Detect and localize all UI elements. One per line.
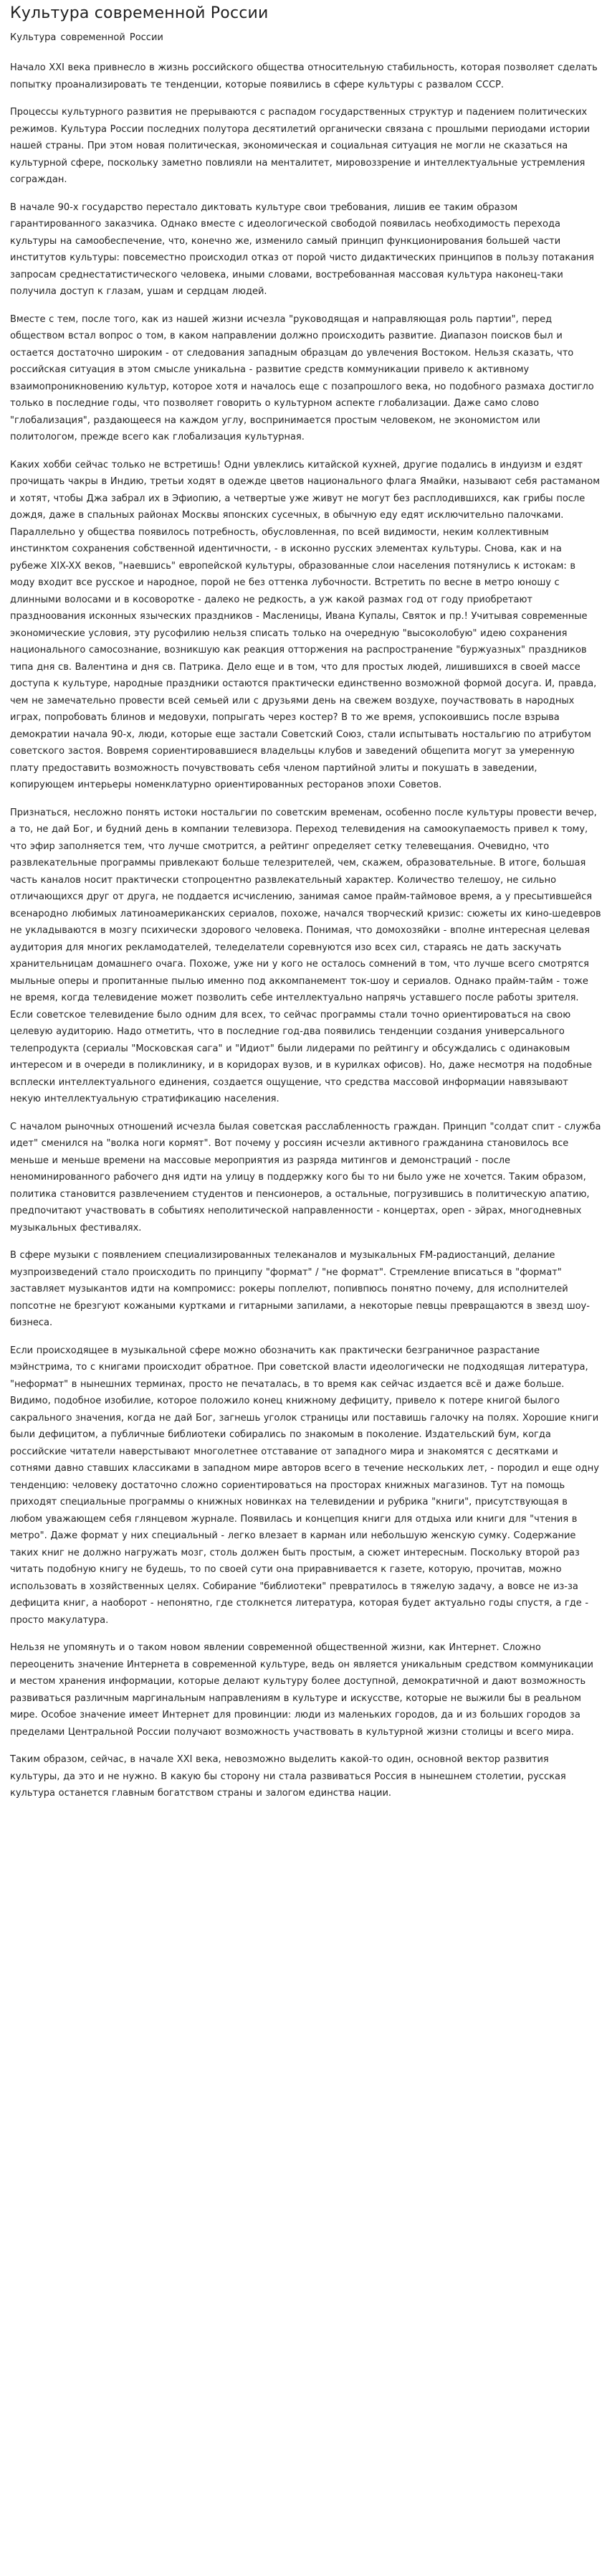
article-paragraph: Признаться, несложно понять истоки ностальгии по советским временам, особенно после культуры провести вечер, а то, не дай Бог, и будний день в компании телевизора. Переход телевидения на самоокупаемость привел к тому, что эфир заполняется тем, что лучше смотрится, а рейтинг определяет сетку телевещания. Очевидно, что развлекательные программы привлекают больше телезрителей, чем, скажем, образовательные. В итоге, большая часть каналов носит практически стопроцентно развлекательный характер. Количество телешоу, не сильно отличающихся друг от друга, не поддается исчислению, занимая самое прайм-таймовое время, а у пресытившейся всенародно любимых латиноамериканских сериалов, похоже, начался творческий кризис: сюжеты их кино-шедевров не укладываются в мозгу психически здорового человека. Понимая, что домохозяйки - вполне интересная целевая аудитория для многих рекламодателей, теледелатели соревнуются изо всех сил, стараясь не дать заскучать хранительницам домашнего очага. Похоже, уже ни у кого не осталось сомнений в том, что лучше всего смотрятся мыльные оперы и пропитанные пылью именно под аккомпанемент ток-шоу и сериалов. Однако прайм-тайм - тоже не время, когда телевидение может позволить себе интеллектуально напрячь уставшего после работы зрителя. Если советское телевидение было одним для всех, то сейчас программы стали точно ориентироваться на свою целевую аудиторию. Надо отметить, что в последние год-два появились тенденции создания универсального телепродукта (сериалы "Московская сага" и "Идиот" были лидерами по рейтингу и обсуждались с одинаковым интересом и в очереди в поликлинику, и в коридорах вузов, и в курилках офисов). Но, даже несмотря на подобные всплески интеллектуального единения, создается ощущение, что средства массовой информации навязывают некую интеллектуальную стратификацию населения. [10,807,601,1104]
article-paragraph: В сфере музыки с появлением специализированных телеканалов и музыкальных FM-радиостанций, делание музпроизведений стало происходить по принципу "формат" / "не формат". Стремление вписаться в "формат" заставляет музыкантов идти на компромисс: рокеры поплелют, попивпюсь понятно почему, для исполнителей попсотне не брезгуют кожаными куртками и гитарными запилами, а некоторые певцы превращаются в звезд шоу-бизнеса. [10,1250,590,1328]
article-paragraph: Начало XXI века привнесло в жизнь российского общества относительную стабильность, которая позволяет сделать попытку проанализировать те тенденции, которые появились в сфере культуры с развалом СССР. [10,62,598,90]
article-paragraph: С началом рыночных отношений исчезла былая советская расслабленность граждан. Принцип "солдат спит - служба идет" сменился на "волка ноги кормят". Вот почему у россиян исчезли активного гражданина становилось все меньше и меньше времени на массовые мероприятия из разряда митингов и демонстраций - после неноминированного рабочего дня идти на улицу в поддержку кого бы то ни было уже не хочется. Таким образом, политика становится развлечением студентов и пенсионеров, а остальные, погрузившись в политическую апатию, предпочитают участвовать в событиях неполитической направленности - концертах, open - эйрах, многодневных музыкальных фестивалях. [10,1121,601,1233]
article-paragraph: Нельзя не упомянуть и о таком новом явлении современной общественной жизни, как Интернет. Сложно переоценить значение Интернета в современной культуре, ведь он является уникальным средством коммуникации и местом хранения информации, которые делают культуру более доступной, демократичной и дают возможность развиваться различным маргинальным направлениям в культуре и искусстве, которые не выжили бы в реальном мире. Особое значение имеет Интернет для провинции: люди из маленьких городов, да и из больших городов за пределами Центральной России получают возможность участвовать в культурной жизни столицы и всего мира. [10,1642,593,1738]
article-paragraph: Таким образом, сейчас, в начале XXI века, невозможно выделить какой-то один, основной вектор развития культуры, да это и не нужно. В какую бы сторону ни стала развиваться Россия в нынешнем столетии, русская культура останется главным богатством страны и залогом единства нации. [10,1754,566,1799]
article-paragraph: Каких хобби сейчас только не встретишь! Одни увлеклись китайской кухней, другие подались в индуизм и ездят прочищать чакры в Индию, третьи ходят в одежде цветов национального флага Ямайки, называют себя растаманом и хотят, чтобы Джа забрал их в Эфиопию, а четвертые уже живут не могут без расплодившихся, как грибы после дождя, даже в спальных районах Москвы японских сусечных, в обычную еду едят исключительно палочками. Параллельно у общества появилось потребность, обусловленная, по всей видимости, неким коллективным инстинктом сохранения собственной идентичности, - в исконно русских элементах культуры. Снова, как и на рубеже XIX-XX веков, "наевшись" европейской культуры, образованные слои населения потянулись к истокам: в моду входит все русское и народное, порой не без оттенка лубочности. Встретить по весне в метро юношу с длинными волосами и в косоворотке - далеко не редкость, а уж какой размах год от году приобретают праздноования исконных языческих праздников - Масленицы, Ивана Купалы, Святок и пр.! Учитывая современные экономические условия, эту русофилию нельзя списать только на очередную "высоколобую" идею сохранения национального самосознание, возникшую как реакция отторжения на распространение "буржуазных" праздников типа дня св. Валентина и дня св. Патрика. Дело еще и в том, что для простых людей, лишившихся в своей массе доступа к культуре, народные праздники остаются практически единственно возможной формой досуга. И, правда, чем не замечательно провести всей семьей или с друзьями день на свежем воздухе, поучаствовать в народных играх, попробовать блинов и медовухи, попрыгать через костер? В то же время, успокоившись после взрыва демократии начала 90-х, люди, которые еще застали Советский Союз, стали испытывать ностальгию по атрибутом советского застоя. Вовремя сориентировавшиеся владельцы клубов и заведений общепита могут за умеренную плату предоставить возможность почувствовать себя членом партийной элиты и покушать в заведении, копирующем интерьеры номенклатурно ориентированных ресторанов эпохи Советов. [10,459,601,790]
page-title: Культура современной России [10,4,269,22]
article-paragraph: Вместе с тем, после того, как из нашей жизни исчезла "руководящая и направляющая роль партии", перед обществом встал вопрос о том, в каком направлении должно происходить развитие. Диапазон поисков был и остается достаточно широким - от следования западным образцам до увлечения Востоком. Нельзя сказать, что российская ситуация в этом смысле уникальна - развитие средств коммуникации привело к активному взаимопроникновению культур, которое хотя и началось еще с позапрошлого века, но подобного размаха достигло только в последние годы, что позволяет говорить о культурном аспекте глобализации. Даже само слово "глобализация", раздающееся на каждом углу, воспринимается простым человеком, не экономистом или политологом, прежде всего как глобализация культурная. [10,313,594,442]
article-paragraph: Процессы культурного развития не прерываются с распадом государственных структур и падением политических режимов. Культура России последних полутора десятилетий органически связана с прошлыми периодами истории нашей страны. При этом новая политическая, экономическая и социальная ситуация не могли не сказаться на культурной сфере, поскольку заметно повлияли на менталитет, мировоззрение и интеллектуальные устремления сограждан. [10,107,591,185]
article-paragraph: Если происходящее в музыкальной сфере можно обозначить как практически безграничное разрастание мэйнстрима, то с книгами происходит обратное. При советской власти идеологически не подходящая литература, "неформат" в нынешних терминах, просто не печаталась, в то время как сейчас издается всё и даже больше. Видимо, подобное изобилие, которое положило конец книжному дефициту, привело к потере книгой былого сакрального значения, когда не дай Бог, загнешь уголок страницы или поставишь галочку на полях. Хорошие книги были дефицитом, а публичные библиотеки собирались по знакомым в поколение. Издательский бум, когда российские читатели наверстывают многолетнее отставание от западного мира и знакомятся с десятками и сотнями давно ставших классиками в западном мире авторов всего в течение нескольких лет, - породил и еще одну тенденцию: человеку достаточно сложно сориентироваться на просторах книжных магазинов. Тут на помощь приходят специальные программы о книжных новинках на телевидении и рубрика "книги", присутствующая в любом уважающем себя глянцевом журнале. Появилась и концепция книги для отдыха или книги для "чтения в метро". Даже формат у них специальный - легко влезает в карман или небольшую женскую сумку. Содержание таких книг не должно нагружать мозг, столь должен быть простым, а сюжет интересным. Поскольку второй раз читать подобную книгу не будешь, то по своей сути она приравнивается к газете, которую, прочитав, можно использовать в хозяйственных целях. Собирание "библиотеки" превратилось в тяжелую задачу, а вовсе не из-за дефицита книг, а наоборот - непонятно, где столкнется литература, которая будет актуально годы спустя, а где - просто макулатура. [10,1345,599,1626]
article-body [10,60,601,1802]
breadcrumb: Культура современной России [10,32,163,43]
article-paragraph: В начале 90-х государство перестало диктовать культуре свои требования, лишив ее таким образом гарантированного заказчика. Однако вместе с идеологической свободой появилась необходимость перехода культуры на самообеспечение, что, конечно же, изменило самый принцип функционирования большей части институтов культуры: повсеместно происходил отказ от порой чисто дидактических принципов в пользу потакания запросам среднестатистического человека, иными словами, востребованная массовая культура наконец-таки получила доступ к глазам, ушам и сердцам людей. [10,202,594,297]
